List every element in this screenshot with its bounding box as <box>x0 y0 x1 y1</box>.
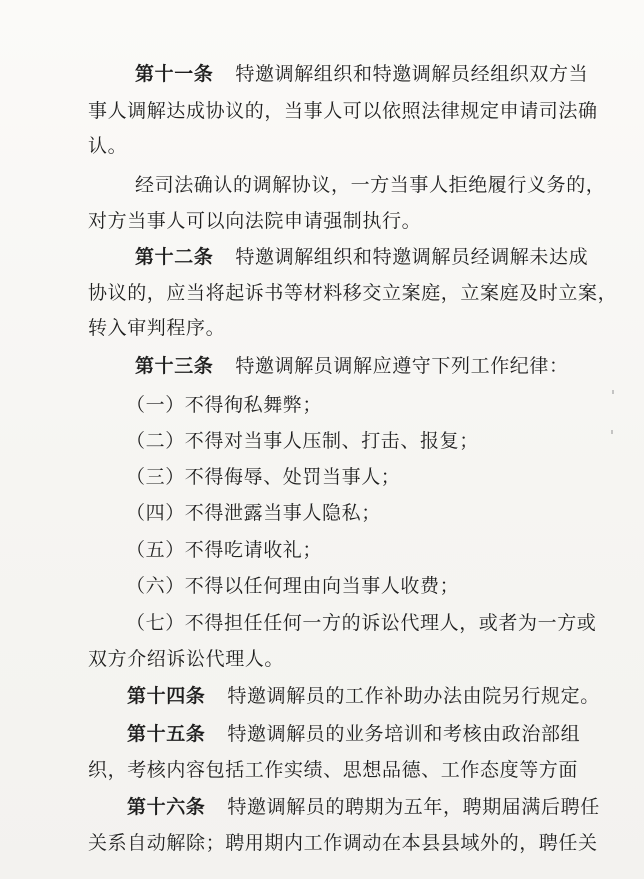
article-13-item-4: （四）不得泄露当事人隐私； <box>126 502 381 524</box>
article-11-line-2: 事人调解达成协议的，当事人可以依照法律规定申请司法确 <box>88 100 598 122</box>
article-13-text-1: 特邀调解员调解应遵守下列工作纪律： <box>235 355 569 377</box>
article-16-heading: 第十六条 <box>127 796 206 818</box>
article-13-line-1 <box>135 353 569 379</box>
article-15-text-1: 特邀调解员的业务培训和考核由政治部组 <box>227 723 581 745</box>
article-11-line-1 <box>135 61 588 87</box>
article-11-paragraph-2-line-1: 经司法确认的调解协议，一方当事人拒绝履行义务的， <box>135 174 606 196</box>
article-12-line-2: 协议的，应当将起诉书等材料移交立案庭，立案庭及时立案， <box>88 282 618 304</box>
article-16-line-2: 关系自动解除；聘用期内工作调动在本县县域外的，聘任关 <box>88 832 598 854</box>
article-14-text-1: 特邀调解员的工作补助办法由院另行规定。 <box>227 685 600 707</box>
article-11-paragraph-2-line-2: 对方当事人可以向法院申请强制执行。 <box>88 210 422 232</box>
article-16-line-1 <box>127 794 600 820</box>
article-12-line-3: 转入审判程序。 <box>88 317 226 339</box>
article-13-item-7-continued: 双方介绍诉讼代理人。 <box>88 648 285 670</box>
article-15-heading: 第十五条 <box>127 723 206 745</box>
article-13-item-5: （五）不得吃请收礼； <box>126 539 323 561</box>
article-12-text-1: 特邀调解组织和特邀调解员经调解未达成 <box>235 246 589 268</box>
article-13-item-6: （六）不得以任何理由向当事人收费； <box>126 575 460 597</box>
scan-speck <box>612 390 614 394</box>
article-13-item-2: （二）不得对当事人压制、打击、报复； <box>126 430 479 452</box>
article-13-item-7: （七）不得担任任何一方的诉讼代理人，或者为一方或 <box>126 612 597 634</box>
article-11-heading: 第十一条 <box>135 63 214 85</box>
article-13-item-3: （三）不得侮辱、处罚当事人； <box>126 466 401 488</box>
article-14-heading: 第十四条 <box>127 685 206 707</box>
article-11-line-3: 认。 <box>88 135 128 157</box>
scan-speck <box>611 430 613 434</box>
article-11-text-1: 特邀调解组织和特邀调解员经组织双方当 <box>235 63 589 85</box>
article-12-line-1 <box>135 244 588 270</box>
article-15-line-1 <box>127 721 580 747</box>
article-12-heading: 第十二条 <box>135 246 214 268</box>
article-16-text-1: 特邀调解员的聘期为五年，聘期届满后聘任 <box>227 796 600 818</box>
article-14-line-1 <box>127 683 600 709</box>
article-15-line-2: 织，考核内容包括工作实绩、思想品德、工作态度等方面 <box>88 759 579 781</box>
article-13-item-1: （一）不得徇私舞弊； <box>126 394 323 416</box>
article-13-heading: 第十三条 <box>135 355 214 377</box>
